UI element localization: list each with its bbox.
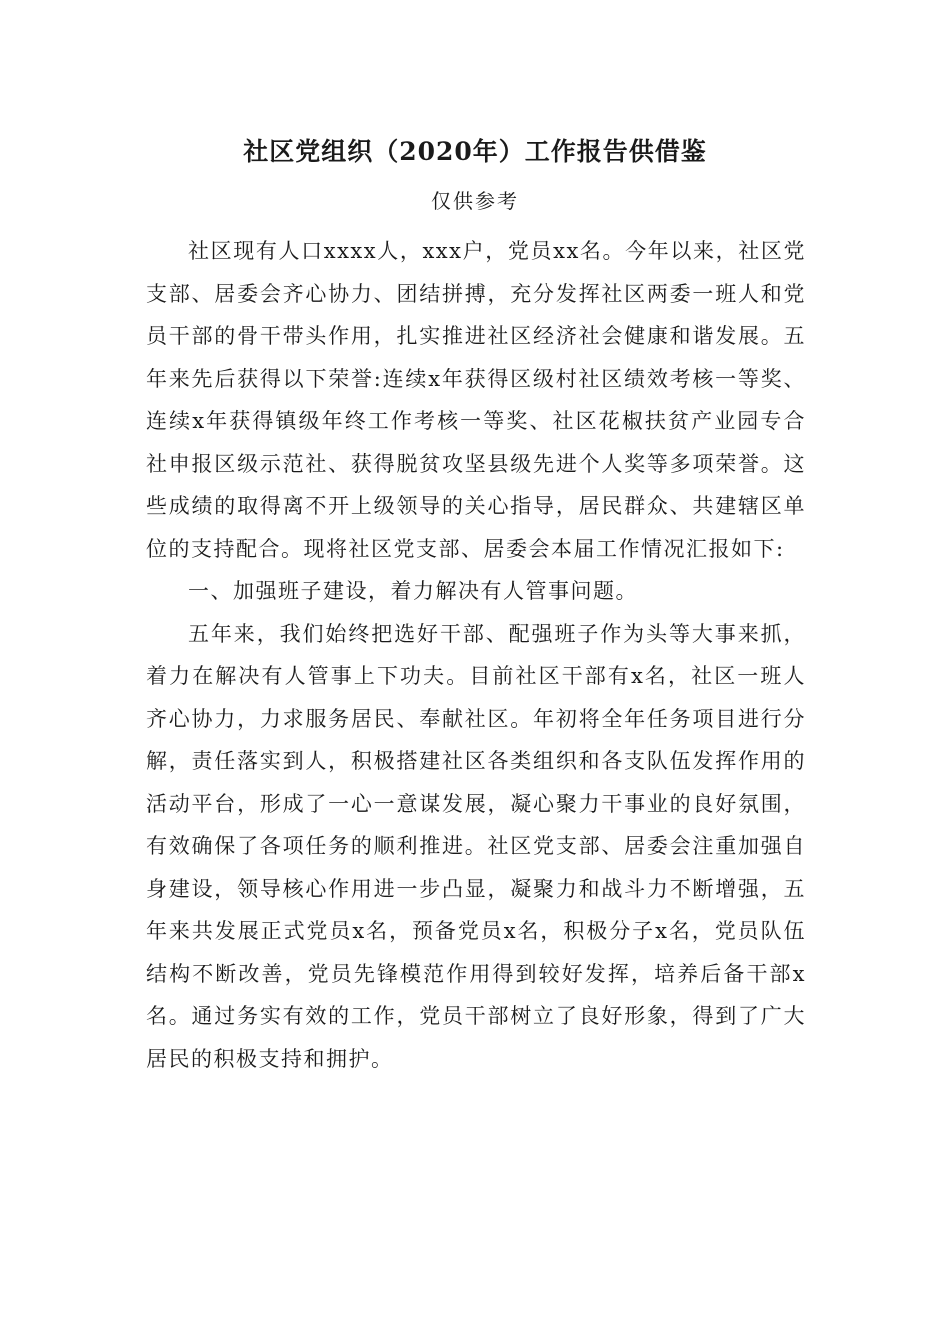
document-subtitle: 仅供参考 xyxy=(431,189,519,213)
paragraph-intro: 社区现有人口xxxx人，xxx户，党员xx名。今年以来，社区党支部、居委会齐心协力、团结拼搏，充分发挥社区两委一班人和党员干部的骨干带头作用，扎实推进社区经济社会健康和谐发展。五年来先后获得以下荣誉:连续x年获得区级村社区绩效考核一等奖、连续x年获得镇级年终工作考核一等奖、社区花椒扶贫产业园专合社申报区级示范社、获得脱贫攻坚县级先进个人奖等多项荣誉。这些成绩的取得离不开上级领导的关心指导，居民群众、共建辖区单位的支持配合。现将社区党支部、居委会本届工作情况汇报如下: xyxy=(146,239,806,561)
document-body xyxy=(146,230,806,1080)
paragraph-section-1: 五年来，我们始终把选好干部、配强班子作为头等大事来抓，着力在解决有人管事上下功夫。目前社区干部有x名，社区一班人齐心协力，力求服务居民、奉献社区。年初将全年任务项目进行分解，责任落实到人，积极搭建社区各类组织和各支队伍发挥作用的活动平台，形成了一心一意谋发展，凝心聚力干事业的良好氛围，有效确保了各项任务的顺利推进。社区党支部、居委会注重加强自身建设，领导核心作用进一步凸显，凝聚力和战斗力不断增强，五年来共发展正式党员x名，预备党员x名，积极分子x名，党员队伍结构不断改善，党员先锋模范作用得到较好发挥，培养后备干部x名。通过务实有效的工作，党员干部树立了良好形象，得到了广大居民的积极支持和拥护。 xyxy=(146,621,806,1071)
document-title: 社区党组织（2020年）工作报告供借鉴 xyxy=(243,137,707,166)
section-heading-1: 一、加强班子建设，着力解决有人管事问题。 xyxy=(188,579,638,603)
